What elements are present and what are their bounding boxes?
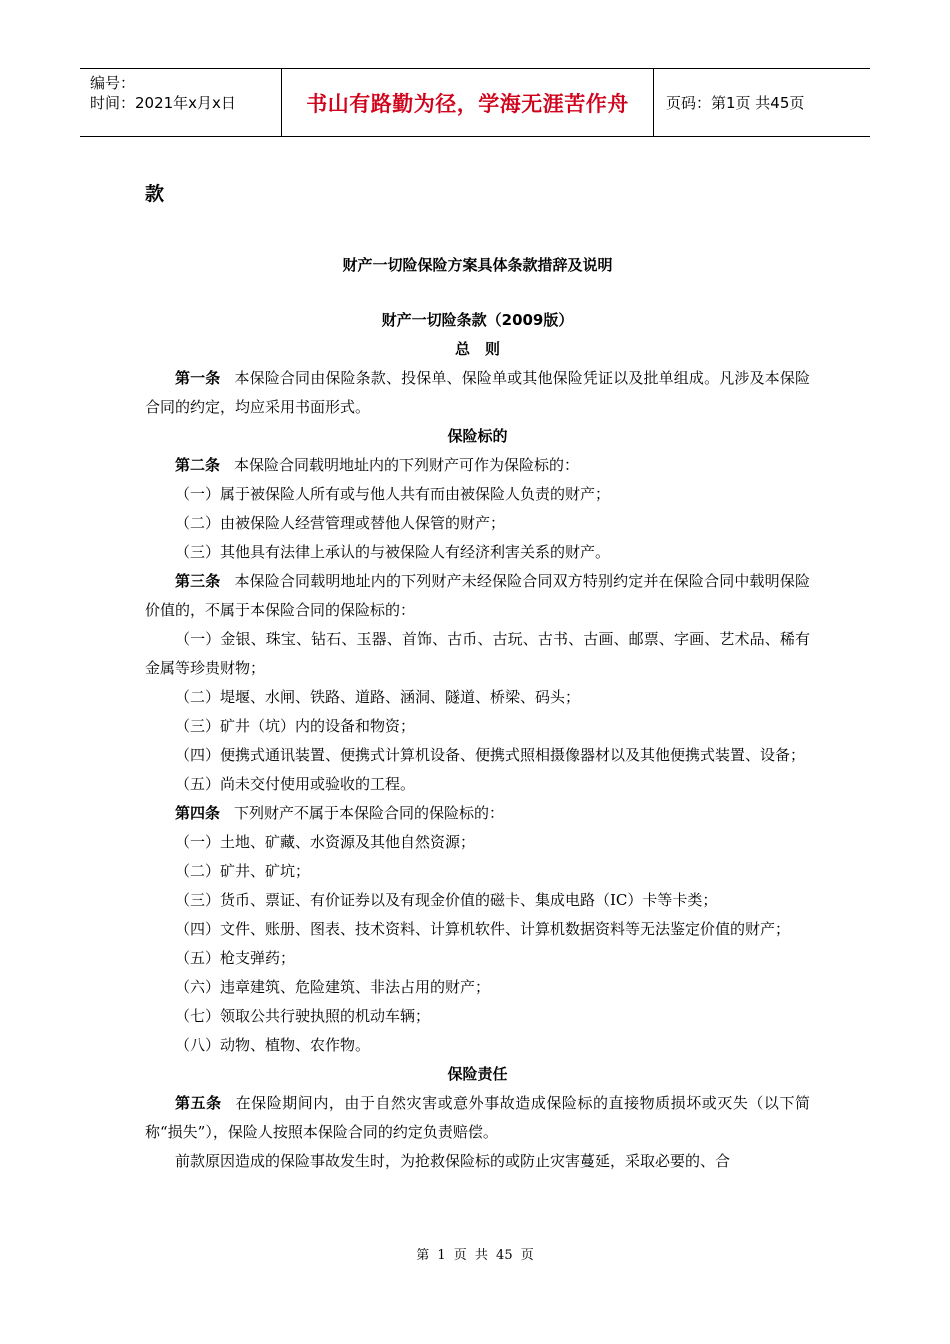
- header-meta: [80, 69, 281, 136]
- list-item: （八）动物、植物、农作物。: [175, 1036, 371, 1054]
- header-number-label: 编号：: [90, 74, 136, 92]
- page-footer: 第 1 页 共 45 页: [416, 1248, 534, 1263]
- stray-heading-char: 款: [145, 183, 165, 205]
- article-label: 第二条: [175, 456, 221, 474]
- list-item: （一）属于被保险人所有或与他人共有而由被保险人负责的财产；: [175, 485, 611, 503]
- list-item: （三）其他具有法律上承认的与被保险人有经济利害关系的财产。: [175, 543, 611, 561]
- list-item: （一）金银、珠宝、钻石、玉器、首饰、古币、古玩、古书、古画、邮票、字画、艺术品、稀有金属等珍贵财物；: [145, 630, 810, 677]
- article-text: 下列财产不属于本保险合同的保险标的：: [234, 804, 505, 822]
- list-item: （二）堤堰、水闸、铁路、道路、涵洞、隧道、桥梁、码头；: [175, 688, 581, 706]
- article-text: 本保险合同载明地址内的下列财产可作为保险标的：: [234, 456, 580, 474]
- article-1: [145, 364, 810, 422]
- section-heading-general: 总 则: [454, 340, 500, 358]
- article-5-paragraph-2: 前款原因造成的保险事故发生时，为抢救保险标的或防止灾害蔓延，采取必要的、合: [175, 1152, 731, 1170]
- list-item: （五）枪支弹药；: [175, 949, 296, 967]
- article-4: [145, 799, 810, 828]
- article-label: 第四条: [175, 804, 221, 822]
- section-heading-liability: 保险责任: [447, 1065, 508, 1083]
- document-header: [80, 68, 870, 137]
- article-5: [145, 1089, 810, 1147]
- header-date: 时间：2021年x月x日: [90, 94, 236, 112]
- list-item: （七）领取公共行驶执照的机动车辆；: [175, 1007, 431, 1025]
- section-heading-subject: 保险标的: [447, 427, 508, 445]
- article-3: [145, 567, 810, 625]
- list-item: （四）文件、账册、图表、技术资料、计算机软件、计算机数据资料等无法鉴定价值的财产；: [175, 920, 791, 938]
- list-item: （二）矿井、矿坑；: [175, 862, 311, 880]
- article-2: [145, 451, 810, 480]
- article-text: 本保险合同载明地址内的下列财产未经保险合同双方特别约定并在保险合同中载明保险价值的，不属于本保险合同的保险标的：: [145, 572, 810, 619]
- article-text: 在保险期间内，由于自然灾害或意外事故造成保险标的直接物质损坏或灭失（以下简称“损失”），保险人按照本保险合同的约定负责赔偿。: [145, 1094, 810, 1141]
- list-item: （五）尚未交付使用或验收的工程。: [175, 775, 416, 793]
- document-body: [145, 180, 810, 1176]
- article-label: 第一条: [175, 369, 221, 387]
- clause-title: 财产一切险条款（2009版）: [381, 311, 574, 329]
- document-title: 财产一切险保险方案具体条款措辞及说明: [342, 256, 613, 274]
- header-motto: 书山有路勤为径，学海无涯苦作舟: [281, 69, 654, 136]
- article-label: 第三条: [175, 572, 221, 590]
- list-item: （三）矿井（坑）内的设备和物资；: [175, 717, 416, 735]
- list-item: （二）由被保险人经营管理或替他人保管的财产；: [175, 514, 506, 532]
- list-item: （三）货币、票证、有价证券以及有现金价值的磁卡、集成电路（IC）卡等卡类；: [175, 891, 718, 909]
- list-item: （一）土地、矿藏、水资源及其他自然资源；: [175, 833, 476, 851]
- list-item: （六）违章建筑、危险建筑、非法占用的财产；: [175, 978, 491, 996]
- article-text: 本保险合同由保险条款、投保单、保险单或其他保险凭证以及批单组成。凡涉及本保险合同的约定，均应采用书面形式。: [145, 369, 810, 416]
- header-page-info: 页码：第1页 共45页: [666, 94, 805, 112]
- article-label: 第五条: [175, 1094, 222, 1112]
- list-item: （四）便携式通讯装置、便携式计算机设备、便携式照相摄像器材以及其他便携式装置、设备；: [175, 746, 806, 764]
